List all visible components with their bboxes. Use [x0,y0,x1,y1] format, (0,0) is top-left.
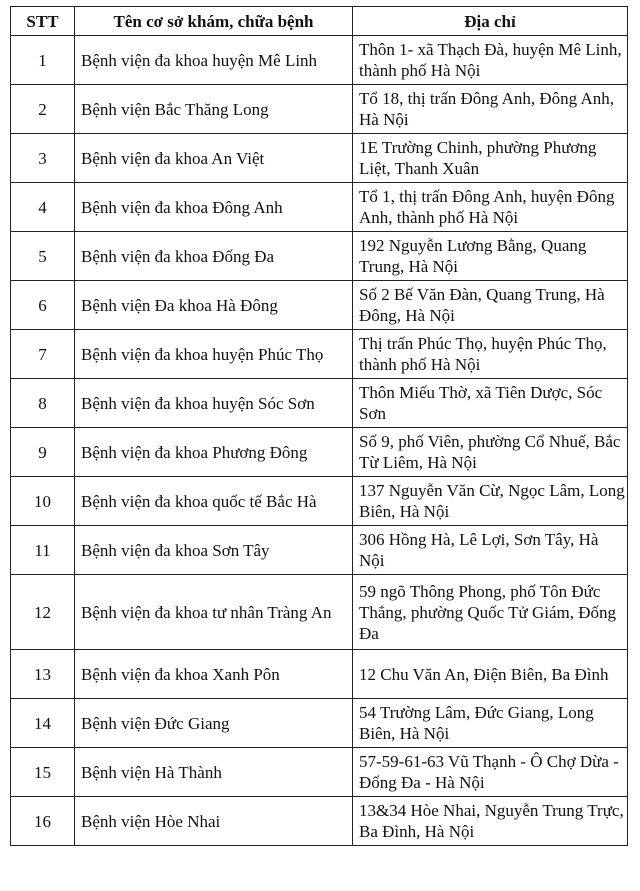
facility-name: Bệnh viện Đa khoa Hà Đông [75,281,353,330]
facility-name: Bệnh viện đa khoa huyện Mê Linh [75,36,353,85]
facility-address: 306 Hồng Hà, Lê Lợi, Sơn Tây, Hà Nội [353,526,628,575]
table-row [11,134,628,183]
facility-address: 1E Trường Chinh, phường Phương Liệt, Thanh Xuân [353,134,628,183]
table-row [11,526,628,575]
table-row [11,232,628,281]
table-row [11,379,628,428]
facility-name: Bệnh viện Đức Giang [75,699,353,748]
facility-address: Số 2 Bế Văn Đàn, Quang Trung, Hà Đông, Hà Nội [353,281,628,330]
facility-address: 13&34 Hòe Nhai, Nguyễn Trung Trực, Ba Đình, Hà Nội [353,797,628,846]
facility-name: Bệnh viện đa khoa Phương Đông [75,428,353,477]
facility-address: Số 9, phố Viên, phường Cổ Nhuế, Bắc Từ Liêm, Hà Nội [353,428,628,477]
facility-address: 57-59-61-63 Vũ Thạnh - Ô Chợ Dừa - Đống Đa - Hà Nội [353,748,628,797]
facility-address: 12 Chu Văn An, Điện Biên, Ba Đình [353,650,628,699]
table-row [11,477,628,526]
row-number: 4 [11,183,75,232]
facility-address: 59 ngõ Thông Phong, phố Tôn Đức Thắng, phường Quốc Tử Giám, Đống Đa [353,575,628,650]
row-number: 10 [11,477,75,526]
table-row [11,650,628,699]
facility-name: Bệnh viện Hòe Nhai [75,797,353,846]
facility-address: Thị trấn Phúc Thọ, huyện Phúc Thọ, thành phố Hà Nội [353,330,628,379]
row-number: 16 [11,797,75,846]
row-number: 11 [11,526,75,575]
row-number: 3 [11,134,75,183]
table-row [11,428,628,477]
table-row [11,281,628,330]
facility-address: Thôn Miếu Thờ, xã Tiên Dược, Sóc Sơn [353,379,628,428]
facility-name: Bệnh viện đa khoa An Việt [75,134,353,183]
row-number: 12 [11,575,75,650]
table-row [11,699,628,748]
table-row [11,36,628,85]
row-number: 15 [11,748,75,797]
facility-name: Bệnh viện đa khoa Sơn Tây [75,526,353,575]
facility-name: Bệnh viện đa khoa Đống Đa [75,232,353,281]
table-row [11,575,628,650]
facility-name: Bệnh viện đa khoa tư nhân Tràng An [75,575,353,650]
facility-name: Bệnh viện đa khoa Xanh Pôn [75,650,353,699]
row-number: 1 [11,36,75,85]
facility-address: Tổ 18, thị trấn Đông Anh, Đông Anh, Hà Nội [353,85,628,134]
row-number: 6 [11,281,75,330]
row-number: 13 [11,650,75,699]
facility-address: Thôn 1- xã Thạch Đà, huyện Mê Linh, thành phố Hà Nội [353,36,628,85]
facility-name: Bệnh viện đa khoa quốc tế Bắc Hà [75,477,353,526]
facility-address: 54 Trường Lâm, Đức Giang, Long Biên, Hà Nội [353,699,628,748]
facility-address: 137 Nguyễn Văn Cừ, Ngọc Lâm, Long Biên, Hà Nội [353,477,628,526]
table-row [11,183,628,232]
row-number: 2 [11,85,75,134]
table-row [11,85,628,134]
facility-address: 192 Nguyễn Lương Bằng, Quang Trung, Hà Nội [353,232,628,281]
row-number: 7 [11,330,75,379]
table-row [11,330,628,379]
header-facility-name: Tên cơ sở khám, chữa bệnh [75,7,353,36]
facility-address: Tổ 1, thị trấn Đông Anh, huyện Đông Anh, thành phố Hà Nội [353,183,628,232]
table-header-row [11,7,628,36]
facility-name: Bệnh viện đa khoa huyện Sóc Sơn [75,379,353,428]
hospital-table [10,6,628,846]
facility-name: Bệnh viện đa khoa huyện Phúc Thọ [75,330,353,379]
facility-name: Bệnh viện Bắc Thăng Long [75,85,353,134]
table-row [11,748,628,797]
header-stt: STT [11,7,75,36]
header-address: Địa chỉ [353,7,628,36]
facility-name: Bệnh viện Hà Thành [75,748,353,797]
table-row [11,797,628,846]
row-number: 14 [11,699,75,748]
row-number: 8 [11,379,75,428]
row-number: 9 [11,428,75,477]
row-number: 5 [11,232,75,281]
facility-name: Bệnh viện đa khoa Đông Anh [75,183,353,232]
